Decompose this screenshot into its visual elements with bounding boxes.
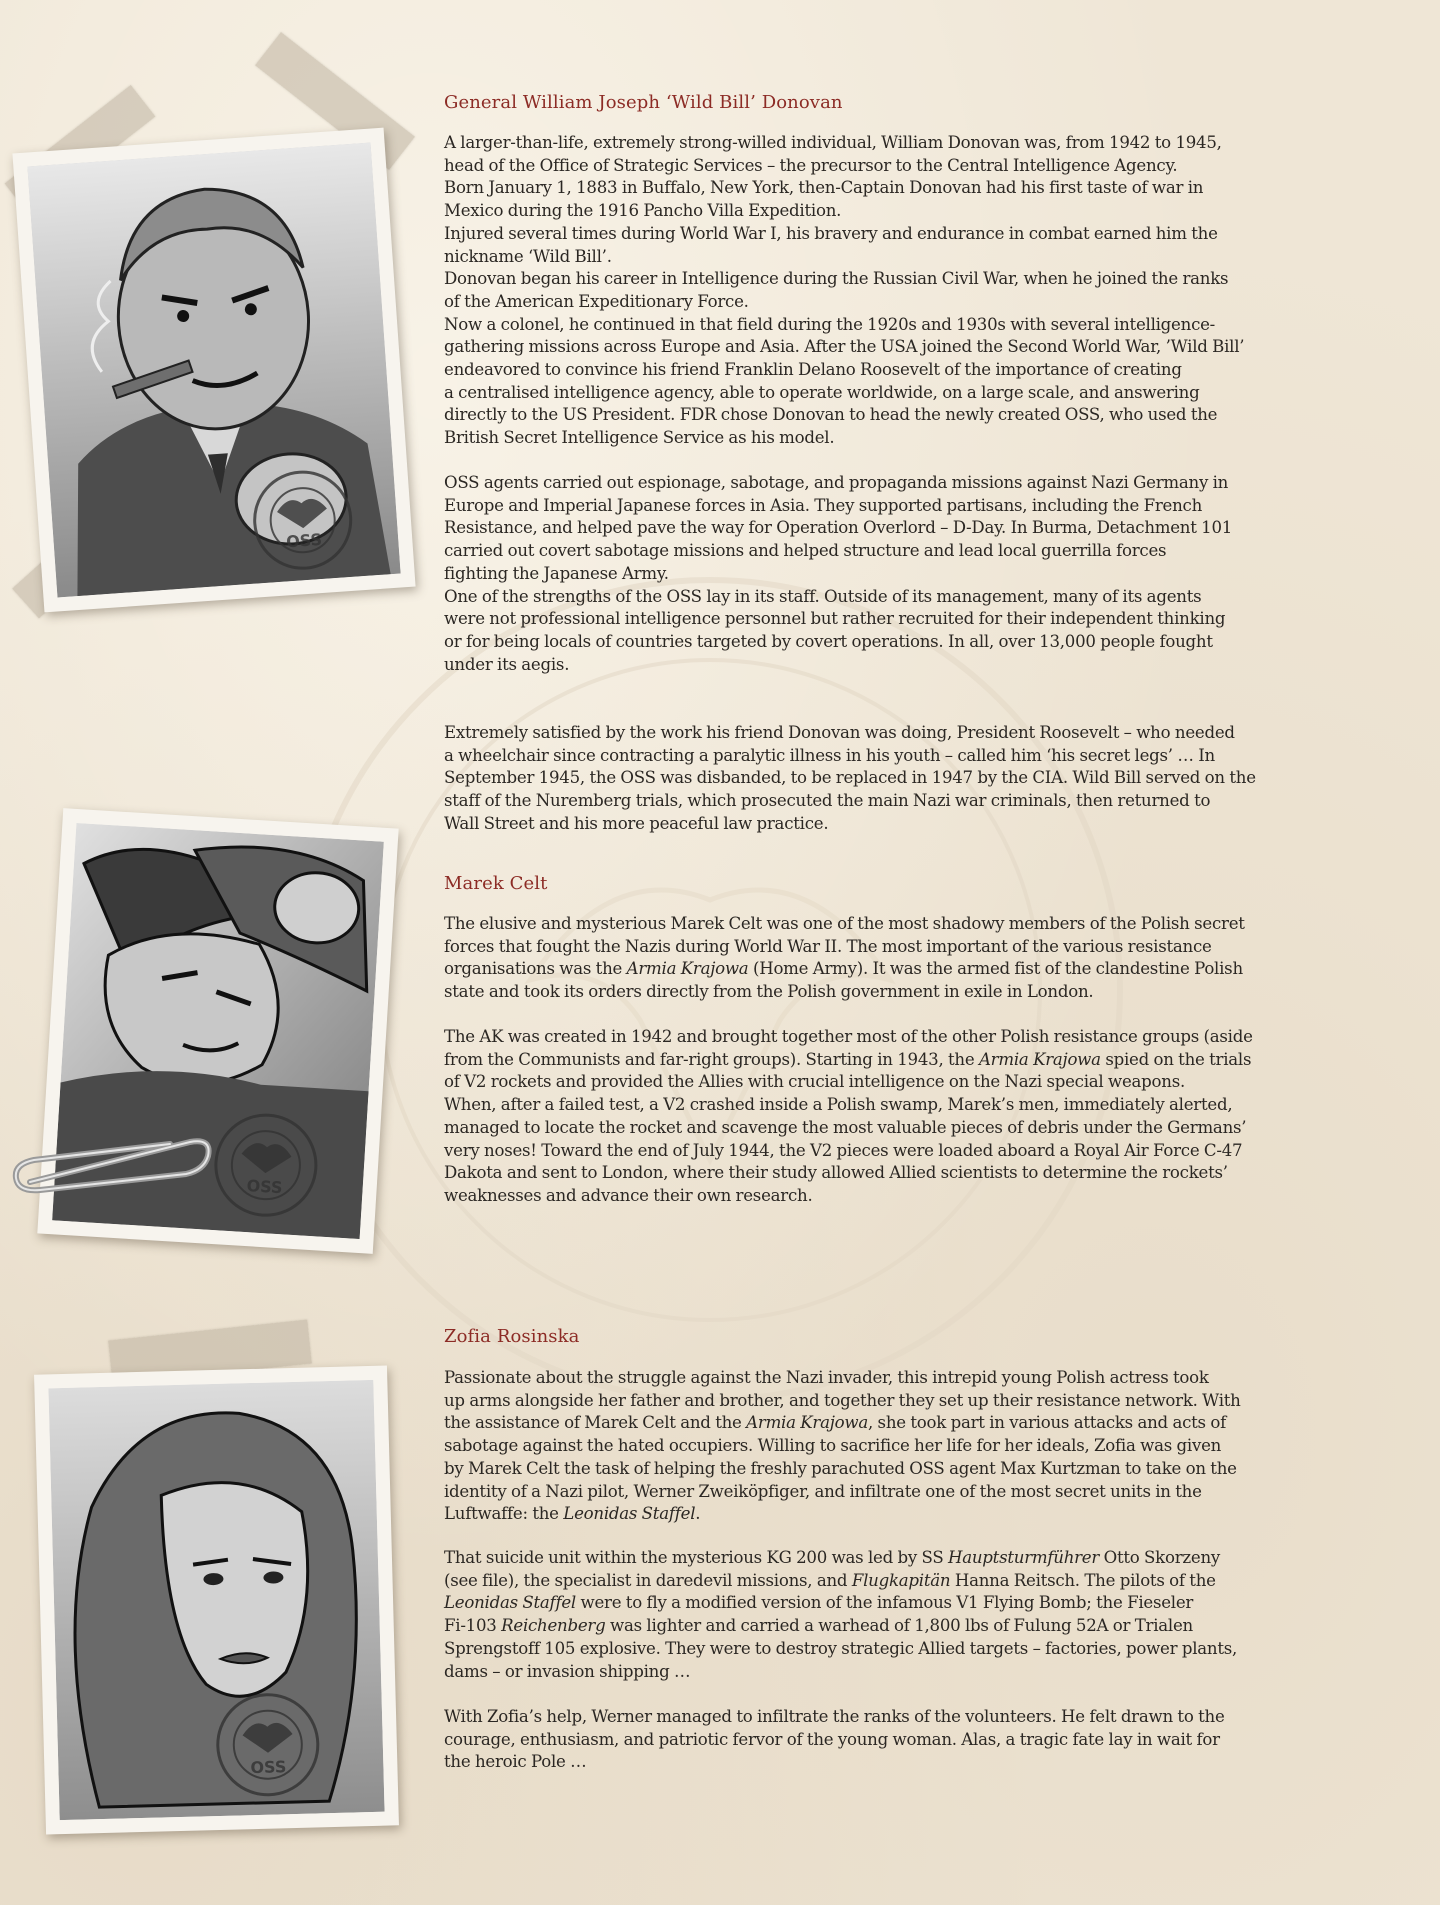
text-line: September 1945, the OSS was disbanded, to be replaced in 1947 by the CIA. Wild Bill served on the — [444, 768, 1256, 788]
text-line: One of the strengths of the OSS lay in its staff. Outside of its management, many of its agents — [444, 586, 1202, 606]
text-line: the assistance of Marek Celt and the Armia Krajowa, she took part in various attacks and acts of — [444, 1413, 1226, 1433]
text-line: British Secret Intelligence Service as his model. — [444, 428, 835, 448]
text-line: forces that fought the Nazis during World War II. The most important of the various resistance — [444, 936, 1212, 956]
text-line: were not professional intelligence personnel but rather recruited for their independent thinking — [444, 609, 1226, 629]
text-line: weaknesses and advance their own research. — [444, 1185, 813, 1205]
text-line: directly to the US President. FDR chose Donovan to head the newly created OSS, who used the — [444, 405, 1218, 425]
text-line: endeavored to convince his friend Franklin Delano Roosevelt of the importance of creating — [444, 360, 1182, 380]
zofia-rosinska-portrait-illustration — [48, 1380, 384, 1820]
section-title-zofia-rosinska: Zofia Rosinska — [444, 1326, 580, 1347]
text-line: (see file), the specialist in daredevil missions, and Flugkapitän Hanna Reitsch. The pilots of the — [444, 1570, 1216, 1590]
donovan-portrait-photo — [12, 128, 415, 613]
text-line: Sprengstoff 105 explosive. They were to destroy strategic Allied targets – factories, power plants, — [444, 1638, 1238, 1658]
text-line: Born January 1, 1883 in Buffalo, New York, then-Captain Donovan had his first taste of war in — [444, 178, 1204, 198]
text-line: Europe and Imperial Japanese forces in Asia. They supported partisans, including the French — [444, 495, 1203, 515]
oss-stamp-label: OSS — [246, 1176, 284, 1198]
text-line: That suicide unit within the mysterious KG 200 was led by SS Hauptsturmführer Otto Skorzeny — [444, 1548, 1221, 1567]
text-line: With Zofia’s help, Werner managed to infiltrate the ranks of the volunteers. He felt drawn to the — [444, 1707, 1225, 1726]
text-line: up arms alongside her father and brother, and together they set up their resistance network. With — [444, 1390, 1241, 1410]
text-line: dams – or invasion shipping … — [444, 1661, 691, 1681]
text-line: Donovan began his career in Intelligence during the Russian Civil War, when he joined the ranks — [444, 269, 1229, 289]
paragraph — [444, 132, 1330, 450]
text-line: very noses! Toward the end of July 1944, the V2 pieces were loaded aboard a Royal Air Force C-47 — [444, 1140, 1243, 1160]
text-line: or for being locals of countries targeted by covert operations. In all, over 13,000 people fought — [444, 631, 1213, 651]
paragraph — [444, 1026, 1330, 1208]
paragraph — [444, 1547, 1330, 1683]
zofia-rosinska-portrait-photo — [34, 1365, 399, 1834]
text-line: from the Communists and far-right groups). Starting in 1943, the Armia Krajowa spied on the trials — [444, 1049, 1252, 1069]
text-line: Now a colonel, he continued in that field during the 1920s and 1930s with several intelligence- — [444, 314, 1216, 334]
text-line: Resistance, and helped pave the way for Operation Overlord – D-Day. In Burma, Detachment 101 — [444, 518, 1233, 538]
oss-stamp-label: OSS — [250, 1757, 287, 1778]
paragraph — [444, 1706, 1330, 1774]
text-line: a centralised intelligence agency, able to operate worldwide, on a large scale, and answering — [444, 382, 1200, 402]
text-line: Dakota and sent to London, where their study allowed Allied scientists to determine the rockets’ — [444, 1163, 1228, 1183]
text-line: organisations was the Armia Krajowa (Home Army). It was the armed fist of the clandestine Polish — [444, 959, 1243, 979]
text-line: courage, enthusiasm, and patriotic fervor of the young woman. Alas, a tragic fate lay in wait for — [444, 1729, 1220, 1749]
text-line: of V2 rockets and provided the Allies with crucial intelligence on the Nazi special weapons. — [444, 1072, 1186, 1092]
text-line: nickname ‘Wild Bill’. — [444, 246, 612, 266]
text-line: staff of the Nuremberg trials, which prosecuted the main Nazi war criminals, then returned to — [444, 791, 1211, 811]
text-line: the heroic Pole … — [444, 1752, 587, 1772]
donovan-portrait-illustration — [27, 143, 400, 598]
paragraph — [444, 913, 1330, 1004]
text-line: Extremely satisfied by the work his friend Donovan was doing, President Roosevelt – who needed — [444, 723, 1235, 742]
text-line: OSS agents carried out espionage, sabotage, and propaganda missions against Nazi Germany in — [444, 473, 1229, 492]
section-title-marek-celt: Marek Celt — [444, 873, 548, 894]
text-line: under its aegis. — [444, 654, 570, 674]
paragraph — [444, 722, 1330, 836]
text-line: a wheelchair since contracting a paralytic illness in his youth – called him ‘his secret legs’ … In — [444, 745, 1215, 765]
text-line: identity of a Nazi pilot, Werner Zweiköpfiger, and infiltrate one of the most secret units in the — [444, 1481, 1202, 1501]
text-line: gathering missions across Europe and Asia. After the USA joined the Second World War, ’Wild Bill’ — [444, 337, 1245, 357]
text-line: by Marek Celt the task of helping the freshly parachuted OSS agent Max Kurtzman to take on the — [444, 1458, 1237, 1478]
text-line: Passionate about the struggle against the Nazi invader, this intrepid young Polish actress took — [444, 1368, 1209, 1387]
text-line: state and took its orders directly from the Polish government in exile in London. — [444, 982, 1094, 1002]
text-line: head of the Office of Strategic Services – the precursor to the Central Intelligence Agency. — [444, 155, 1178, 175]
text-line: When, after a failed test, a V2 crashed inside a Polish swamp, Marek’s men, immediately alerted, — [444, 1095, 1233, 1115]
text-line: managed to locate the rocket and scavenge the most valuable pieces of debris under the Germans’ — [444, 1117, 1247, 1137]
text-line: A larger-than-life, extremely strong-willed individual, William Donovan was, from 1942 to 1945, — [444, 133, 1222, 152]
text-line: Mexico during the 1916 Pancho Villa Expedition. — [444, 201, 842, 221]
text-line: Fi-103 Reichenberg was lighter and carried a warhead of 1,800 lbs of Fulung 52A or Trialen — [444, 1616, 1193, 1636]
text-line: The elusive and mysterious Marek Celt was one of the most shadowy members of the Polish secret — [444, 914, 1245, 933]
paper-clip-icon — [0, 1120, 220, 1200]
paragraph — [444, 472, 1330, 676]
text-line: The AK was created in 1942 and brought together most of the other Polish resistance groups (aside — [444, 1027, 1253, 1046]
text-line: Injured several times during World War I, his bravery and endurance in combat earned him the — [444, 223, 1218, 243]
oss-stamp-label: OSS — [285, 529, 323, 552]
text-line: carried out covert sabotage missions and helped structure and lead local guerrilla forces — [444, 541, 1167, 561]
text-line: of the American Expeditionary Force. — [444, 291, 749, 311]
section-title-donovan: General William Joseph ‘Wild Bill’ Donovan — [444, 92, 843, 113]
text-line: Leonidas Staffel were to fly a modified version of the infamous V1 Flying Bomb; the Fieseler — [444, 1593, 1194, 1613]
text-line: fighting the Japanese Army. — [444, 563, 669, 583]
text-line: Wall Street and his more peaceful law practice. — [444, 813, 829, 833]
text-line: Luftwaffe: the Leonidas Staffel. — [444, 1504, 701, 1524]
text-line: sabotage against the hated occupiers. Willing to sacrifice her life for her ideals, Zofia was given — [444, 1436, 1222, 1456]
paragraph — [444, 1367, 1330, 1526]
